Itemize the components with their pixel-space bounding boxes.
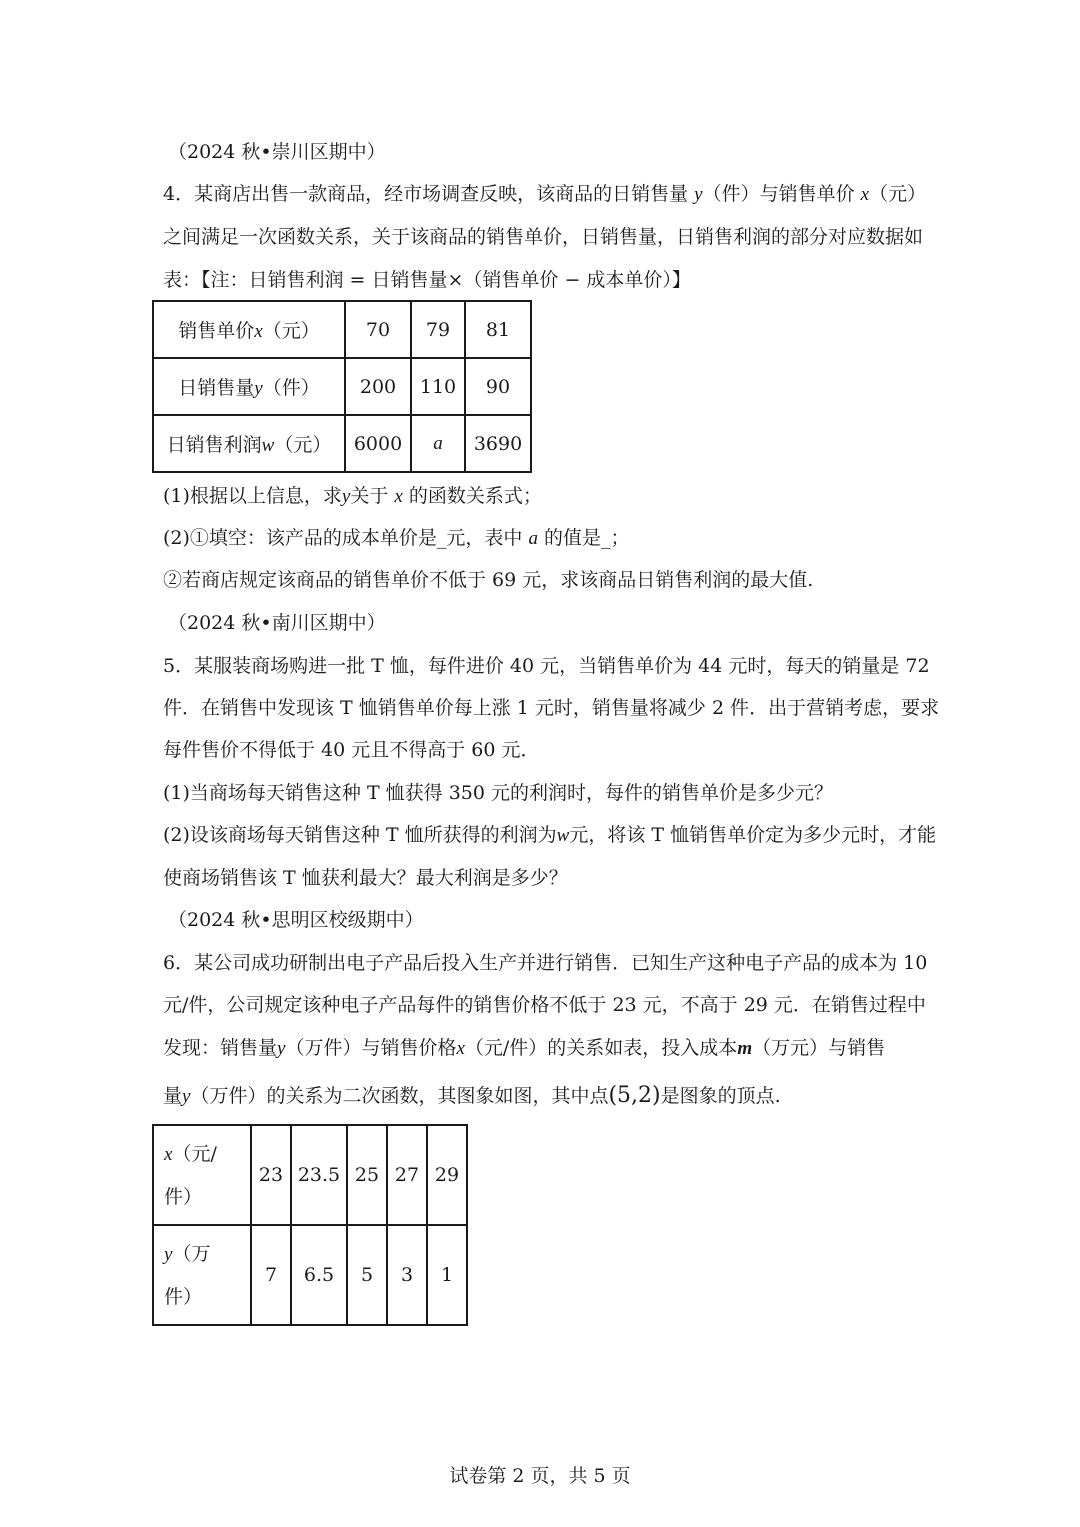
- q4-line-3: 表：【注：日销售利润 = 日销售量×（销售单价 − 成本单价）】: [163, 269, 691, 291]
- table-cell: 79: [411, 301, 465, 358]
- q4-data-table: [152, 300, 532, 473]
- table-header-cell: x（元/ 件）: [153, 1125, 251, 1225]
- q4-part-2-2: ②若商店规定该商品的销售单价不低于 69 元，求该商品日销售利润的最大值.: [163, 569, 814, 591]
- table-row: [153, 415, 531, 472]
- q4-line-1: 4．某商店出售一款商品，经市场调查反映，该商品的日销售量 y（件）与销售单价 x（元）: [163, 183, 927, 205]
- table-row: [153, 358, 531, 415]
- q6-data-table: [152, 1124, 468, 1326]
- table-cell: 3690: [465, 415, 531, 472]
- table-cell: 110: [411, 358, 465, 415]
- var-x: x: [860, 184, 870, 205]
- q5-line-3: 每件售价不得低于 40 元且不得高于 60 元．: [163, 739, 540, 761]
- q6-line-4: 量y（万件）的关系为二次函数，其图象如图，其中点(5,2)是图象的顶点.: [163, 1083, 781, 1108]
- q6-source: （2024 秋•思明区校级期中）: [168, 909, 424, 931]
- q5-part-2-cont: 使商场销售该 T 恤获利最大？最大利润是多少？: [163, 867, 568, 889]
- table-header-cell: 日销售量y（件）: [153, 358, 345, 415]
- table-cell: 1: [427, 1225, 467, 1325]
- table-cell: 3: [387, 1225, 427, 1325]
- table-cell: a: [411, 415, 465, 472]
- q5-line-2: 件．在销售中发现该 T 恤销售单价每上涨 1 元时，销售量将减少 2 件．出于营销考虑，要求: [163, 697, 940, 719]
- table-row: [153, 1125, 467, 1225]
- q6-line-2: 元/件，公司规定该种电子产品每件的销售价格不低于 23 元，不高于 29 元．在销售过程中: [163, 994, 926, 1016]
- q4-part-2: (2)①填空：该产品的成本单价是_元，表中 a 的值是_；: [163, 527, 630, 549]
- table-cell: 6.5: [291, 1225, 347, 1325]
- q5-source: （2024 秋•南川区期中）: [168, 612, 386, 634]
- table-cell: 81: [465, 301, 531, 358]
- table-header-cell: 日销售利润w（元）: [153, 415, 345, 472]
- table-cell: 7: [251, 1225, 291, 1325]
- table-header-cell: 销售单价x（元）: [153, 301, 345, 358]
- q4-line-2: 之间满足一次函数关系，关于该商品的销售单价，日销售量，日销售利润的部分对应数据如: [163, 226, 924, 248]
- table-cell: 23: [251, 1125, 291, 1225]
- q6-line-3: 发现：销售量y（万件）与销售价格x（元/件）的关系如表，投入成本m（万元）与销售: [163, 1037, 886, 1059]
- table-cell: 25: [347, 1125, 387, 1225]
- table-cell: 70: [345, 301, 411, 358]
- q4-source: （2024 秋•崇川区期中）: [168, 141, 386, 163]
- table-cell: 29: [427, 1125, 467, 1225]
- table-cell: 200: [345, 358, 411, 415]
- q6-line-1: 6．某公司成功研制出电子产品后投入生产并进行销售．已知生产这种电子产品的成本为 10: [163, 952, 928, 974]
- q5-line-1: 5．某服装商场购进一批 T 恤，每件进价 40 元，当销售单价为 44 元时，每天的销量是 72: [163, 655, 930, 677]
- q4-part-1: (1)根据以上信息，求y关于 x 的函数关系式；: [163, 485, 542, 507]
- q5-part-2: (2)设该商场每天销售这种 T 恤所获得的利润为w元，将该 T 恤销售单价定为多少元时，才能: [163, 824, 937, 846]
- var-y: y: [694, 184, 703, 205]
- q5-part-1: (1)当商场每天销售这种 T 恤获得 350 元的利润时，每件的销售单价是多少元？: [163, 782, 834, 804]
- table-cell: 23.5: [291, 1125, 347, 1225]
- table-row: [153, 301, 531, 358]
- vertex-point: (5,2): [608, 1083, 661, 1108]
- table-cell: 5: [347, 1225, 387, 1325]
- table-cell: 27: [387, 1125, 427, 1225]
- table-row: [153, 1225, 467, 1325]
- table-header-cell: y（万 件）: [153, 1225, 251, 1325]
- table-cell: 90: [465, 358, 531, 415]
- table-cell: 6000: [345, 415, 411, 472]
- page-footer: 试卷第 2 页，共 5 页: [449, 1465, 631, 1487]
